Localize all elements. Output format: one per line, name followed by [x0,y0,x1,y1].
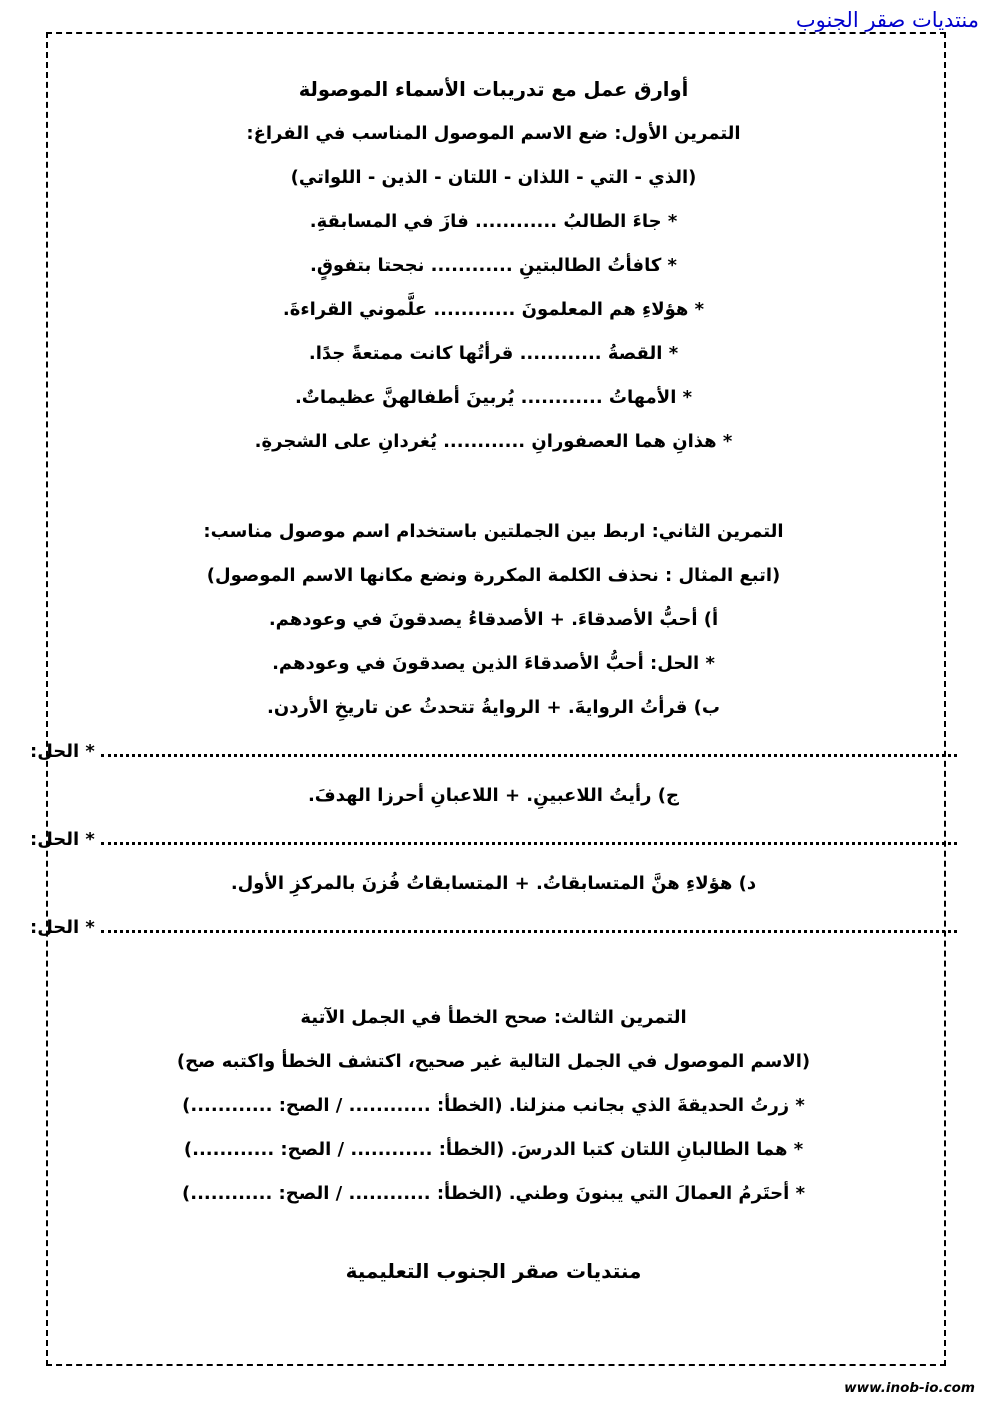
exercise-two-note: (اتبع المثال : نحذف الكلمة المكررة ونضع مكانها الاسم الموصول) [206,565,781,587]
exercise-one-item: * كافأتُ الطالبتينِ ............ نجحتا بتفوقٍ. [310,255,677,277]
exercise-three-note: (الاسم الموصول في الجمل التالية غير صحيح، اكتشف الخطأ واكتبه صح) [176,1051,811,1073]
exercise-two-prompt: أ) أحبُّ الأصدقاءَ. + الأصدقاءُ يصدقونَ في وعودهم. [268,609,719,631]
answer-label: * الحل: [30,917,95,939]
dotted-answer-line[interactable] [101,842,957,845]
exercise-one-item: * هذانِ هما العصفورانِ ............ يُغردانِ على الشجرةِ. [254,431,733,453]
exercise-one-item: * الأمهاتُ ............ يُربينَ أطفالهنَّ عظيماتٌ. [294,387,693,409]
exercise-three-item: * هما الطالبانِ اللتان كتبا الدرسَ. (الخطأ: ............ / الصح: ............) [183,1139,804,1161]
section-spacer [30,477,957,523]
exercise-two-prompt: ج) رأيتُ اللاعبينِ. + اللاعبانِ أحرزا الهدفَ. [307,785,680,807]
answer-label: * الحل: [30,741,95,763]
exercise-one-heading: التمرين الأول: ضع الاسم الموصول المناسب في الفراغ: [246,123,741,145]
exercise-two-prompt: د) هؤلاءِ هنَّ المتسابقاتُ. + المتسابقاتُ فُزنَ بالمركزِ الأول. [230,873,757,895]
dotted-answer-line[interactable] [101,754,957,757]
site-url-watermark: www.inob-io.com [844,1380,975,1396]
section-spacer [30,1229,957,1259]
exercise-one-item: * القصةُ ............ قرأتُها كانت ممتعةً جدًا. [308,343,679,365]
exercise-two-heading: التمرين الثاني: اربط بين الجملتين باستخدام اسم موصول مناسب: [203,521,784,543]
section-spacer [30,963,957,1009]
exercise-two-answer: * الحل: أحبُّ الأصدقاءَ الذين يصدقونَ في وعودهم. [272,653,715,675]
page-title: أوارق عمل مع تدريبات الأسماء الموصولة [298,78,689,101]
exercise-one-word-bank: (الذي - التي - اللذان - اللتان - الذين - اللواتي) [290,167,697,189]
footer-forum-title: منتديات صقر الجنوب التعليمية [345,1259,642,1284]
dotted-answer-line[interactable] [101,930,957,933]
exercise-two-answer-blank[interactable] [30,743,957,761]
exercise-three-heading: التمرين الثالث: صحح الخطأ في الجمل الآتية [300,1007,687,1029]
exercise-one-item: * جاءَ الطالبُ ............ فازَ في المسابقةِ. [309,211,678,233]
exercise-three-item: * أحتَرمُ العمالَ التي يبنونَ وطني. (الخطأ: ............ / الصح: ............) [182,1183,805,1205]
answer-label: * الحل: [30,829,95,851]
exercise-two-prompt: ب) قرأتُ الروايةَ. + الروايةُ تتحدثُ عن تاريخِ الأردن. [267,697,720,719]
exercise-two-answer-blank[interactable] [30,919,957,937]
worksheet-content [0,78,993,1283]
exercise-two-answer-blank[interactable] [30,831,957,849]
forum-name-header: منتديات صقر الجنوب [795,8,979,32]
exercise-one-item: * هؤلاءِ هم المعلمونَ ............ علَّموني القراءةَ. [282,299,705,321]
exercise-three-item: * زرتُ الحديقةَ الذي بجانب منزلنا. (الخطأ: ............ / الصح: ............) [182,1095,805,1117]
